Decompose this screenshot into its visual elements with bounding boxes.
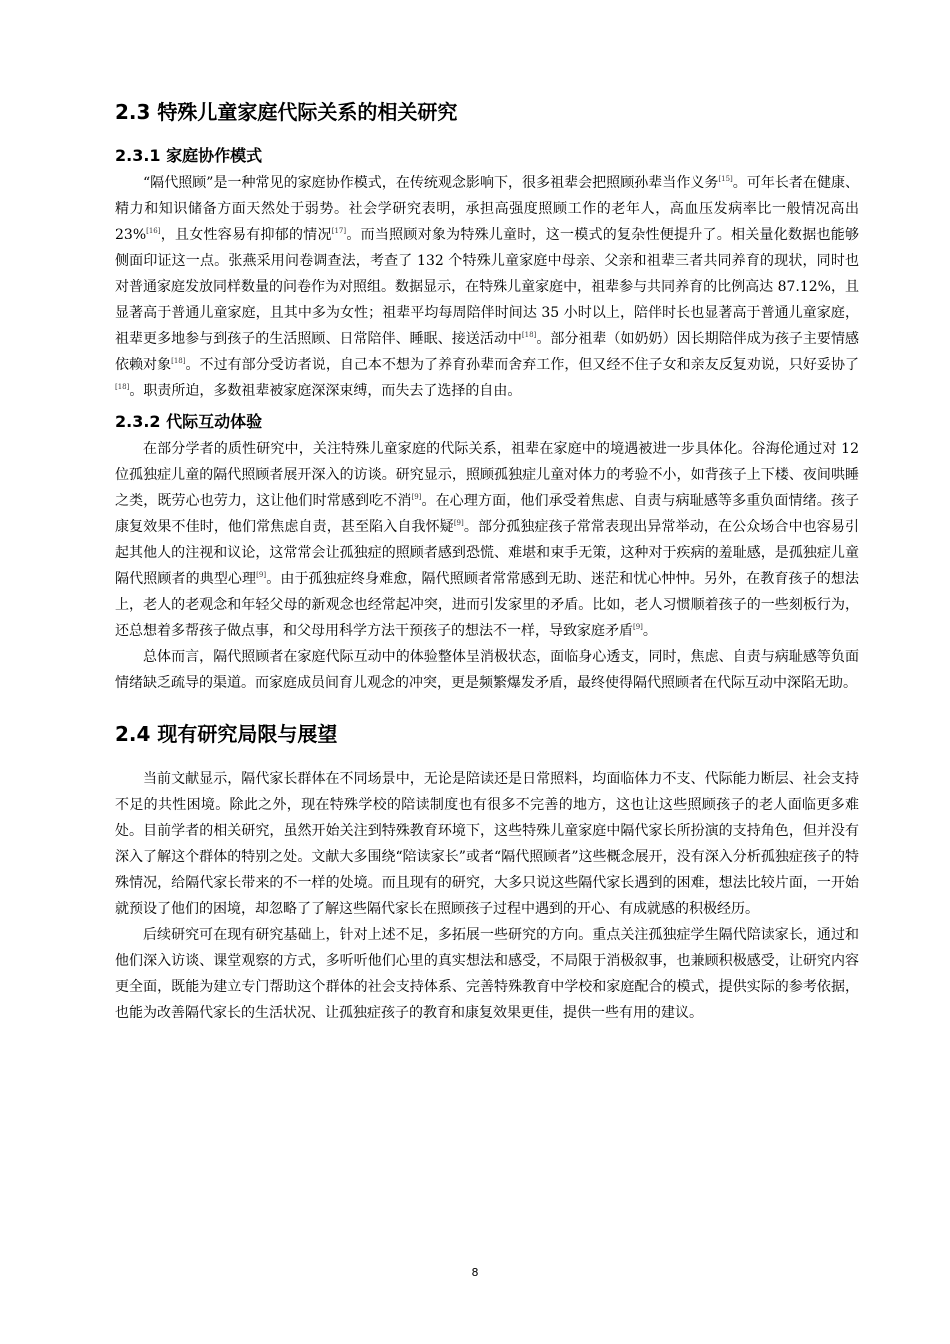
text-run: 。而当照顾对象为特殊儿童时，这一模式的复杂性便提升了。相关量化数据也能够侧面印证这一点。张燕采用问卷调查法，考查了 132 个特殊儿童家庭中母亲、父亲和祖辈三者共同养育的现状，同时也对普通家庭发放同样数量的问卷作为对照组。数据显示，在特殊儿童家庭中，祖辈参与共同养育的比例高达 87.12%，且显著高于普通儿童家庭，且其中多为女性；祖辈平均每周陪伴时间达 35 小时以上，陪伴时长也显著高于普通儿童家庭，祖辈更多地参与到孩子的生活照顾、日常陪伴、睡眠、接送活动中 [115,227,859,347]
citation-ref: [18] [521,331,537,339]
text-run: 。 [642,623,657,639]
text-run: “隔代照顾”是一种常见的家庭协作模式，在传统观念影响下，很多祖辈会把照顾孙辈当作义务 [143,175,719,191]
text-run: 。可年长者在健康、精力和知识储备方面天然处于弱势。社会学研究表明，承担高强度照顾工作的老年人，高血压发病率比一般情况高出 23% [115,175,860,243]
section-heading-2-3: 2.3 特殊儿童家庭代际关系的相关研究 [115,100,458,124]
citation-ref: [16] [146,227,161,235]
text-run: 。由于孤独症终身难愈，隔代照顾者常常感到无助、迷茫和忧心忡忡。另外，在教育孩子的想法上，老人的老观念和年轻父母的新观念也经常起冲突，进而引发家里的矛盾。比如，老人习惯顺着孩子的一些刻板行为，还总想着多帮孩子做点事，和父母用科学方法干预孩子的想法不一样，导致家庭矛盾 [115,571,860,639]
citation-ref: [15] [718,175,733,183]
spacer [115,696,859,720]
citation-ref: [18] [115,383,130,391]
text-run: 。职责所迫，多数祖辈被家庭深深束缚，而失去了选择的自由。 [129,383,522,399]
citation-ref: [18] [171,357,186,365]
paragraph-2-3-1-1 [115,170,859,404]
citation-ref: [9] [453,519,464,527]
text-run: 。在心理方面，他们承受着焦虑、自责与病耻感等多重负面情绪。孩子康复效果不佳时，他们常焦虑自责，甚至陷入自我怀疑 [115,493,860,535]
text-run: 。不过有部分受访者说，自己本不想为了养育孙辈而舍弃工作，但又经不住子女和亲友反复劝说，只好妥协了 [185,357,859,373]
paragraph-2-4-2: 后续研究可在现有研究基础上，针对上述不足，多拓展一些研究的方向。重点关注孤独症学生隔代陪读家长，通过和他们深入访谈、课堂观察的方式，多听听他们心里的真实想法和感受，不局限于消极叙事，也兼顾积极感受，让研究内容更全面，既能为建立专门帮助这个群体的社会支持体系、完善特殊教育中学校和家庭配合的模式，提供实际的参考依据，也能为改善隔代家长的生活状况、让孤独症孩子的教育和康复效果更佳，提供一些有用的建议。 [115,927,859,1021]
text-run: ，且女性容易有抑郁的情况 [160,227,332,243]
citation-ref: [9] [256,571,267,579]
text-run: 在部分学者的质性研究中，关注特殊儿童家庭的代际关系，祖辈在家庭中的境遇被进一步具体化。谷海伦通过对 12 位孤独症儿童的隔代照顾者展开深入的访谈。研究显示，照顾孤独症儿童对体力的考验不小，如背孩子上下楼、夜间哄睡之类，既劳心也劳力，这让他们时常感到吃不消 [115,441,859,509]
text-run: 。部分孤独症孩子常常表现出异常举动，在公众场合中也容易引起其他人的注视和议论，这常常会让孤独症的照顾者感到恐慌、难堪和束手无策，这种对于疾病的羞耻感，是孤独症儿童隔代照顾者的典型心理 [115,519,860,587]
page-content [115,98,859,1026]
paragraph-2-3-2-2: 总体而言，隔代照顾者在家庭代际互动中的体验整体呈消极状态，面临身心透支，同时，焦虑、自责与病耻感等负面情绪缺乏疏导的渠道。而家庭成员间育儿观念的冲突，更是频繁爆发矛盾，最终使得隔代照顾者在代际互动中深陷无助。 [115,649,859,691]
paragraph-2-3-2-1 [115,436,859,644]
subsection-heading-2-3-2: 2.3.2 代际互动体验 [115,412,263,431]
section-heading-2-4: 2.4 现有研究局限与展望 [115,722,338,746]
citation-ref: [9] [633,623,643,631]
paragraph-2-4-1: 当前文献显示，隔代家长群体在不同场景中，无论是陪读还是日常照料，均面临体力不支、代际能力断层、社会支持不足的共性困境。除此之外，现在特殊学校的陪读制度也有很多不完善的地方，这也让这些照顾孩子的老人面临更多难处。目前学者的相关研究，虽然开始关注到特殊教育环境下，这些特殊儿童家庭中隔代家长所扮演的支持角色，但并没有深入了解这个群体的特别之处。文献大多围绕“陪读家长”或者“隔代照顾者”这些概念展开，没有深入分析孤独症孩子的特殊情况，给隔代家长带来的不一样的处境。而且现有的研究，大多只说这些隔代家长遇到的困难，想法比较片面，一开始就预设了他们的困境，却忽略了了解这些隔代家长在照顾孩子过程中遇到的开心、有成就感的积极经历。 [115,771,859,917]
citation-ref: [9] [411,493,422,501]
page-number: 8 [471,1266,479,1279]
citation-ref: [17] [331,227,347,235]
text-run: 。部分祖辈（如奶奶）因长期陪伴成为孩子主要情感依赖对象 [115,331,859,373]
subsection-heading-2-3-1: 2.3.1 家庭协作模式 [115,146,263,165]
